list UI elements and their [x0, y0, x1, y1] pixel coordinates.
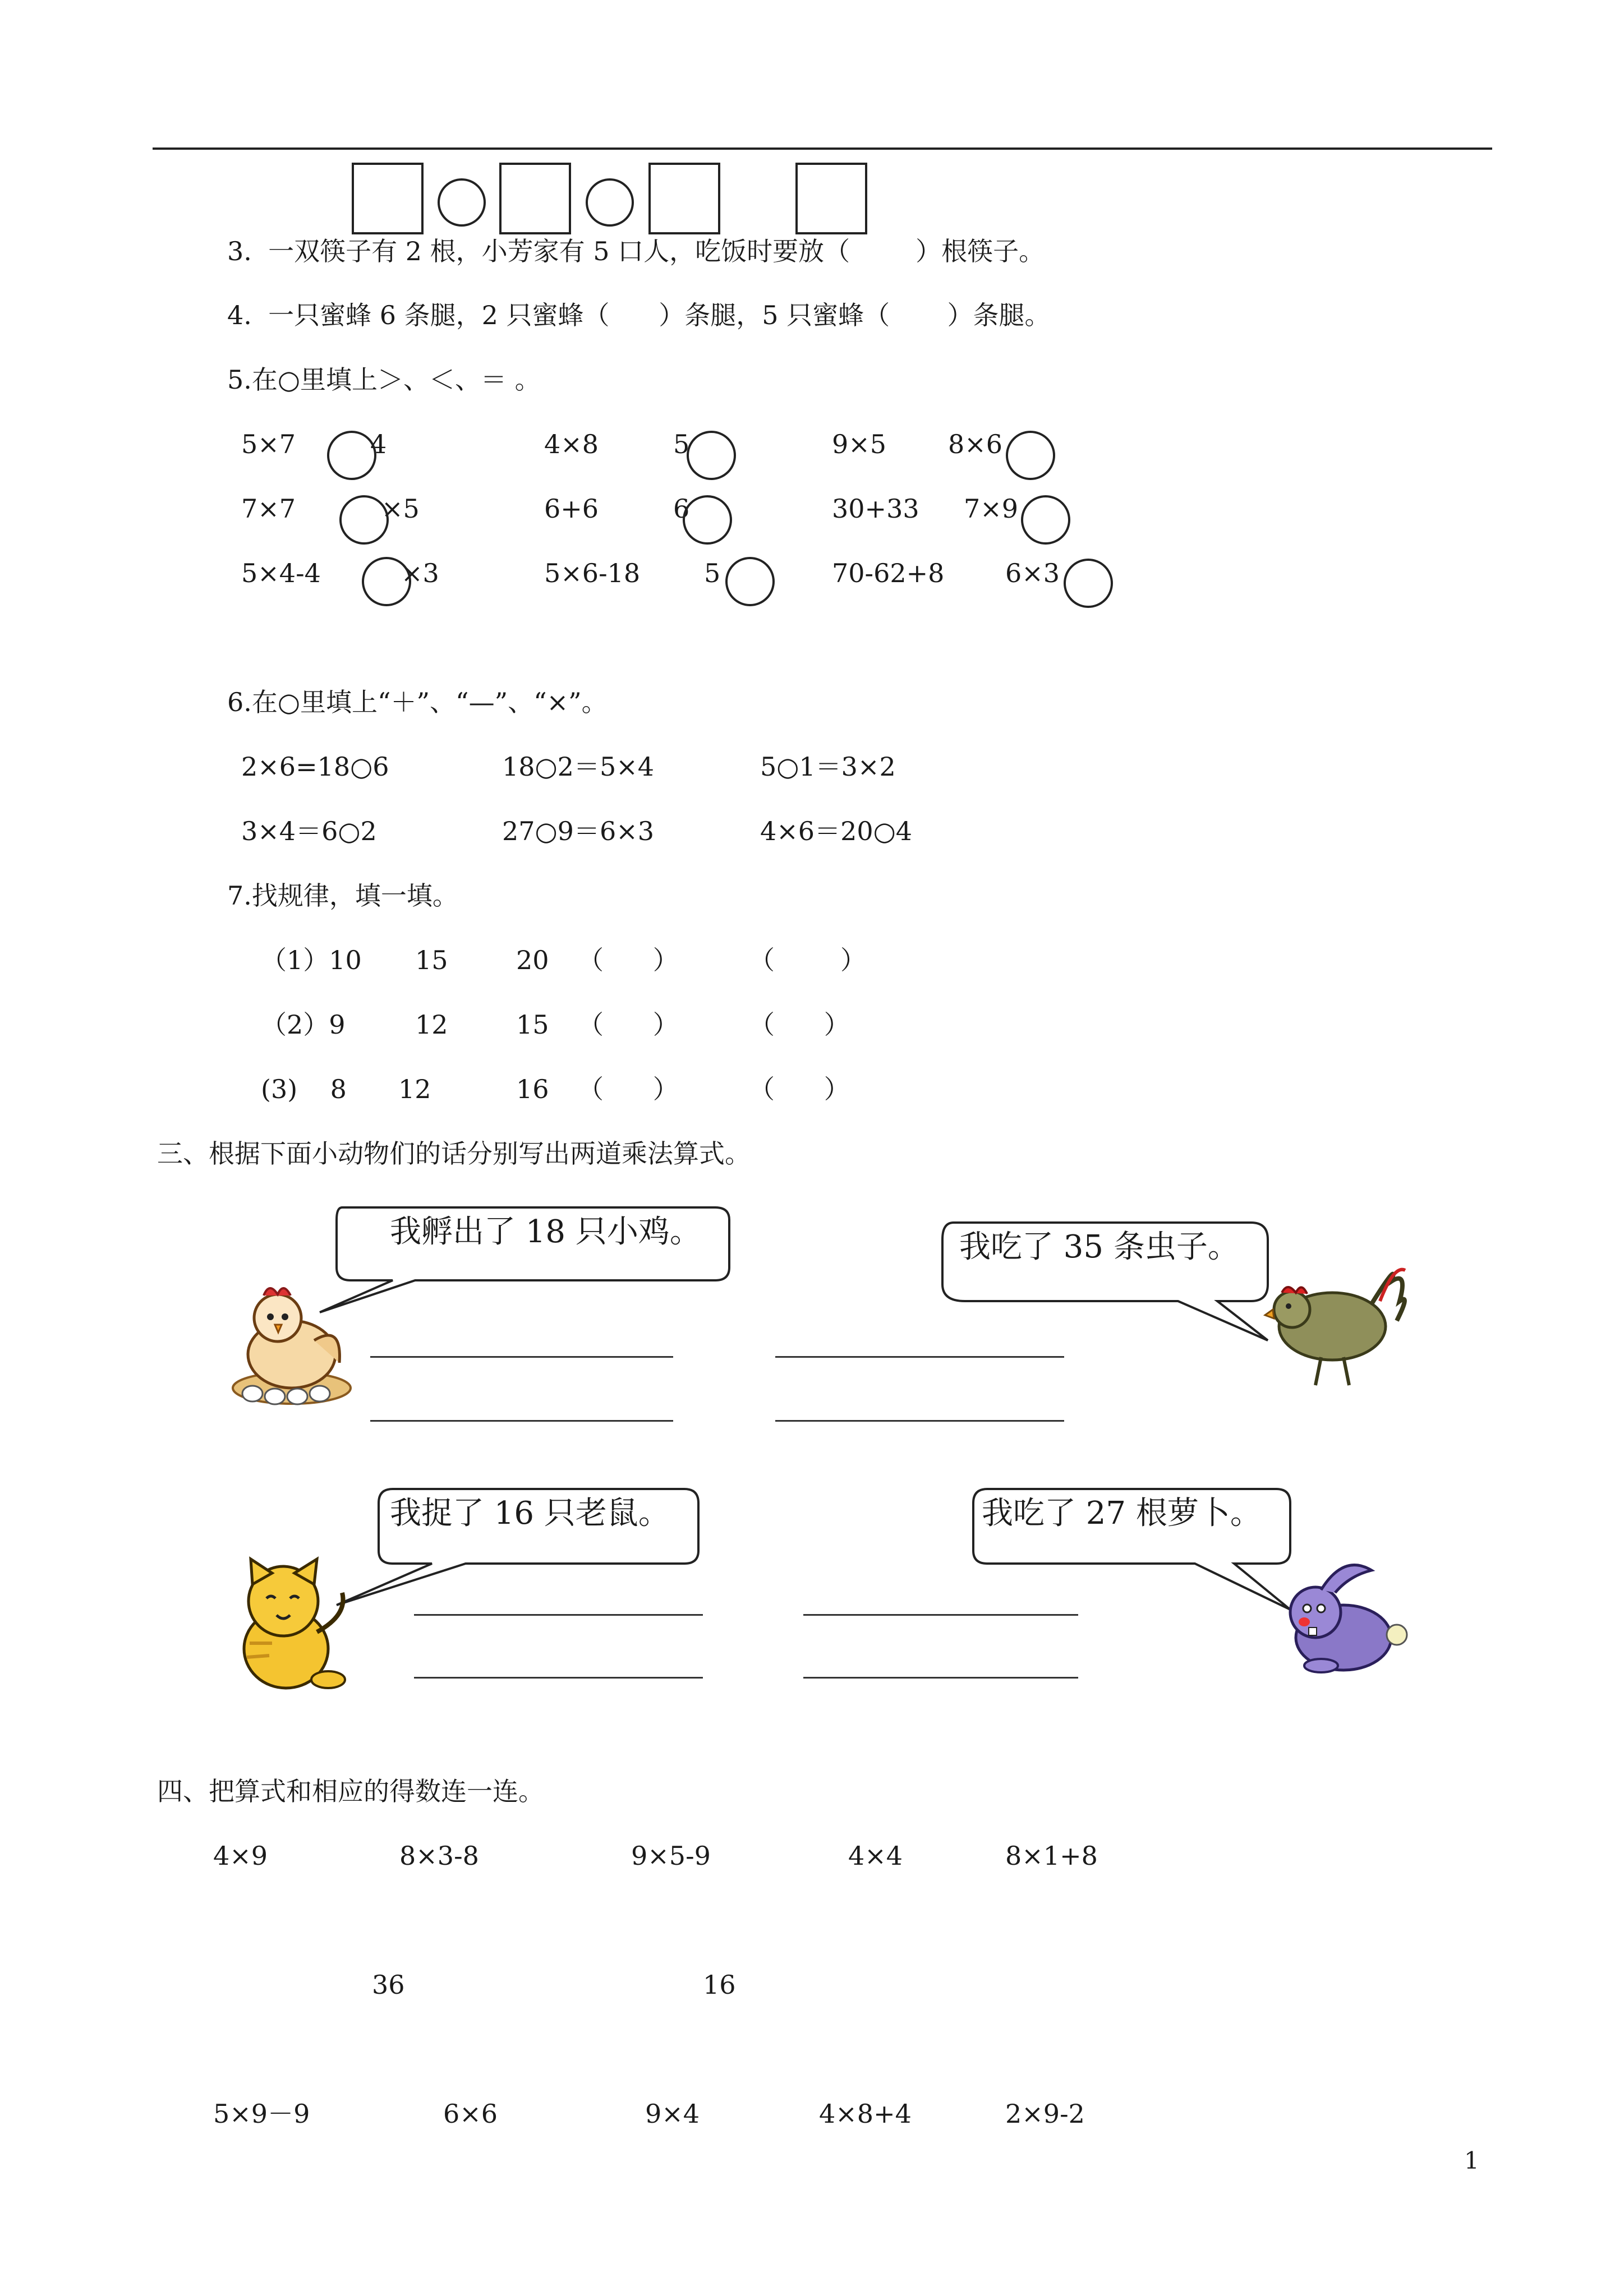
bubble-text-cat: 我捉了 16 只老鼠。: [390, 1495, 670, 1532]
q5-item: 5×4-4: [241, 558, 321, 588]
q6-item: 27○9＝6×3: [502, 816, 655, 846]
bubble-text-rabbit: 我吃了 27 根萝卜。: [982, 1495, 1262, 1532]
answer-line[interactable]: [414, 1677, 703, 1679]
expression-top[interactable]: 4×9: [213, 1841, 268, 1871]
section-4-title: 四、把算式和相应的得数连一连。: [157, 1776, 544, 1806]
rooster-illustration: [1265, 1248, 1411, 1391]
pattern-blank[interactable]: （ ）: [749, 1074, 850, 1104]
expression-bottom[interactable]: 4×8+4: [819, 2099, 912, 2129]
expression-top[interactable]: 9×5-9: [631, 1841, 711, 1871]
pattern-cell: 12: [398, 1074, 431, 1104]
answer-line[interactable]: [414, 1614, 703, 1616]
pattern-cell: 15: [516, 1009, 549, 1040]
question-6-title: 6.在○里填上“＋”、“—”、“×”。: [227, 687, 608, 717]
expression-bottom[interactable]: 6×6: [443, 2099, 498, 2129]
expression-top[interactable]: 8×1+8: [1005, 1841, 1098, 1871]
answer-line[interactable]: [370, 1356, 673, 1358]
q5-item: 6+6: [544, 494, 599, 524]
answer-line[interactable]: [803, 1677, 1078, 1679]
q6-item: 5○1＝3×2: [760, 751, 896, 782]
bubble-text-rooster: 我吃了 35 条虫子。: [959, 1229, 1239, 1265]
q5-item: 9×5: [832, 429, 887, 459]
answer-line[interactable]: [803, 1614, 1078, 1616]
q5-item: 5×7: [241, 429, 296, 459]
question-4: 4. 一只蜜蜂 6 条腿，2 只蜜蜂（ ）条腿，5 只蜜蜂（ ）条腿。: [227, 300, 1051, 330]
question-5-title: 5.在○里填上＞、＜、＝ 。: [227, 365, 541, 395]
q5-item: 7×9: [964, 494, 1019, 524]
pattern-cell: （2）9: [261, 1009, 346, 1040]
hen-illustration: [230, 1279, 353, 1408]
pattern-blank[interactable]: （ ）: [578, 1074, 679, 1104]
question-7-title: 7.找规律，填一填。: [227, 880, 458, 911]
pattern-cell: （1）10: [261, 945, 362, 975]
expression-top[interactable]: 4×4: [848, 1841, 903, 1871]
expression-bottom[interactable]: 2×9-2: [1005, 2099, 1085, 2129]
q5-item: 4×8: [544, 429, 599, 459]
q6-item: 4×6＝20○4: [760, 816, 913, 846]
question-3: 3. 一双筷子有 2 根，小芳家有 5 口人，吃饭时要放（ ）根筷子。: [227, 236, 1045, 266]
answer-line[interactable]: [775, 1356, 1064, 1358]
answer-line[interactable]: [370, 1420, 673, 1422]
q5-item: 7×7: [241, 494, 296, 524]
expression-bottom[interactable]: 5×9－9: [213, 2099, 310, 2129]
q5-item: ×5: [381, 494, 420, 524]
pattern-cell: (3) 8: [261, 1074, 347, 1104]
q5-item: 30+33: [832, 494, 919, 524]
section-3-title: 三、根据下面小动物们的话分别写出两道乘法算式。: [157, 1138, 751, 1169]
q5-item: 6×3: [1005, 558, 1060, 588]
pattern-blank[interactable]: （ ）: [749, 945, 866, 975]
q5-item: 4: [370, 429, 387, 459]
q6-item: 18○2＝5×4: [502, 751, 655, 782]
pattern-cell: 12: [415, 1009, 448, 1040]
q5-item: ×3: [401, 558, 439, 588]
pattern-cell: 16: [516, 1074, 549, 1104]
expression-bottom[interactable]: 9×4: [645, 2099, 700, 2129]
q5-item: 5×6-18: [544, 558, 641, 588]
answer-line[interactable]: [775, 1420, 1064, 1422]
q6-item: 3×4＝6○2: [241, 816, 377, 846]
rabbit-illustration: [1282, 1559, 1411, 1677]
q5-item: 70-62+8: [832, 558, 945, 588]
expression-top[interactable]: 8×3-8: [399, 1841, 479, 1871]
q5-item: 5: [673, 429, 690, 459]
q5-item: 5: [704, 558, 721, 588]
pattern-cell: 20: [516, 945, 549, 975]
q6-item: 2×6=18○6: [241, 751, 389, 782]
pattern-blank[interactable]: （ ）: [578, 1009, 679, 1040]
page-number: 1: [1464, 2147, 1479, 2174]
cat-illustration: [227, 1559, 356, 1694]
bubble-text-hen: 我孵出了 18 只小鸡。: [390, 1214, 701, 1250]
pattern-cell: 15: [415, 945, 448, 975]
pattern-blank[interactable]: （ ）: [749, 1009, 850, 1040]
q5-item: 8×6: [948, 429, 1003, 459]
pattern-blank[interactable]: （ ）: [578, 945, 679, 975]
result-number[interactable]: 36: [372, 1970, 405, 2000]
result-number[interactable]: 16: [703, 1970, 736, 2000]
q5-item: 6: [673, 494, 690, 524]
